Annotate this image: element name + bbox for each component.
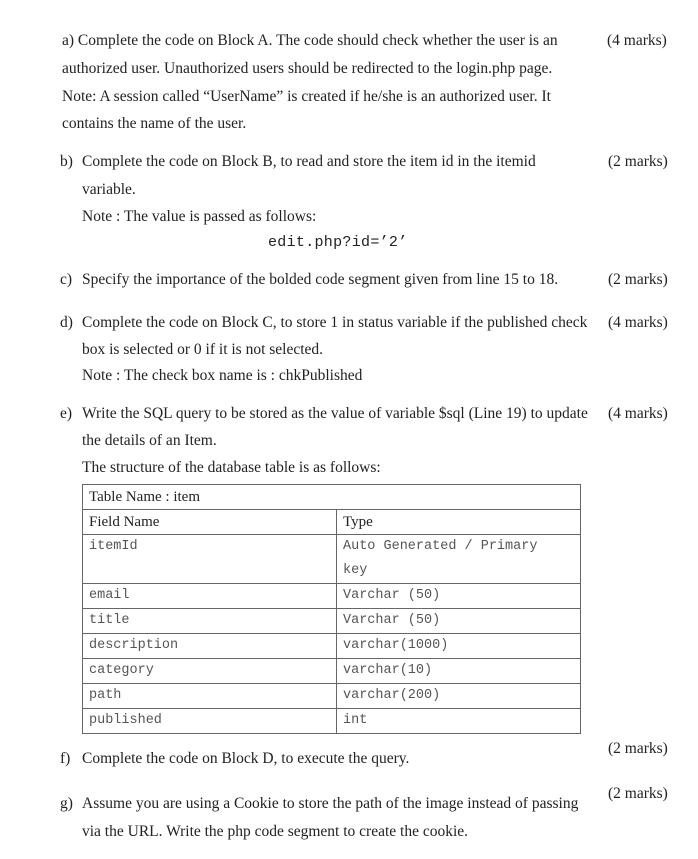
question-d-line-1: Complete the code on Block C, to store 1 in status variable if the published check [82,314,588,331]
question-d-line-2: box is selected or 0 if it is not selected. [82,341,324,358]
type-cell: varchar(200) [337,684,581,709]
question-c-text: Specify the importance of the bolded code segment given from line 15 to 18. [82,271,559,288]
field-cell: published [83,709,337,734]
field-cell: itemId [83,535,337,584]
question-a-line-1: a) Complete the code on Block A. The code should check whether the user is an [62,32,558,49]
type-cell: Varchar (50) [337,609,581,634]
question-g-line-1: Assume you are using a Cookie to store the path of the image instead of passing [82,795,579,812]
field-cell: email [83,584,337,609]
table-row [83,709,581,734]
question-a-marks: (4 marks) [607,32,667,49]
question-b-marks: (2 marks) [608,153,668,170]
question-f-marks: (2 marks) [608,740,668,757]
question-b-line-1: Complete the code on Block B, to read and store the item id in the itemid [82,153,536,170]
field-cell: description [83,634,337,659]
question-d-label: d) [60,314,73,331]
question-e-line-1: Write the SQL query to be stored as the value of variable $sql (Line 19) to update [82,405,588,422]
item-table-structure [82,484,581,734]
field-cell: title [83,609,337,634]
question-a-line-4: contains the name of the user. [62,115,247,132]
question-g-label: g) [60,795,73,812]
table-header-row [83,510,581,535]
field-cell: path [83,684,337,709]
header-type: Type [337,510,581,535]
question-c-marks: (2 marks) [608,271,668,288]
question-f-text: Complete the code on Block D, to execute the query. [82,750,410,767]
question-b-label: b) [60,153,73,170]
question-b-note: Note : The value is passed as follows: [82,208,317,225]
header-field-name: Field Name [83,510,337,535]
field-cell: category [83,659,337,684]
question-e-line-3: The structure of the database table is as follows: [82,459,381,476]
table-row [83,659,581,684]
type-cell: Varchar (50) [337,584,581,609]
question-d-marks: (4 marks) [608,314,668,331]
question-a-note: Note: A session called “UserName” is created if he/she is an authorized user. It [62,88,551,105]
table-name-cell: Table Name : item [83,485,581,510]
table-row [83,609,581,634]
question-d-note: Note : The check box name is : chkPublished [82,367,363,384]
table-name-row [83,485,581,510]
type-cell: varchar(10) [337,659,581,684]
question-g-marks: (2 marks) [608,785,668,802]
question-c-label: c) [60,271,73,288]
question-e-label: e) [60,405,73,422]
question-a-line-2: authorized user. Unauthorized users should be redirected to the login.php page. [62,60,553,77]
question-b-line-2: variable. [82,181,136,198]
table-row [83,584,581,609]
question-e-line-2: the details of an Item. [82,432,217,449]
table-row [83,535,581,584]
question-b-url-example: edit.php?id=’2’ [268,234,408,251]
table-row [83,634,581,659]
type-cell: varchar(1000) [337,634,581,659]
question-g-line-2: via the URL. Write the php code segment to create the cookie. [82,823,469,840]
type-cell: Auto Generated / Primary key [337,535,581,584]
question-f-label: f) [60,750,71,767]
question-e-marks: (4 marks) [608,405,668,422]
type-cell: int [337,709,581,734]
table-row [83,684,581,709]
